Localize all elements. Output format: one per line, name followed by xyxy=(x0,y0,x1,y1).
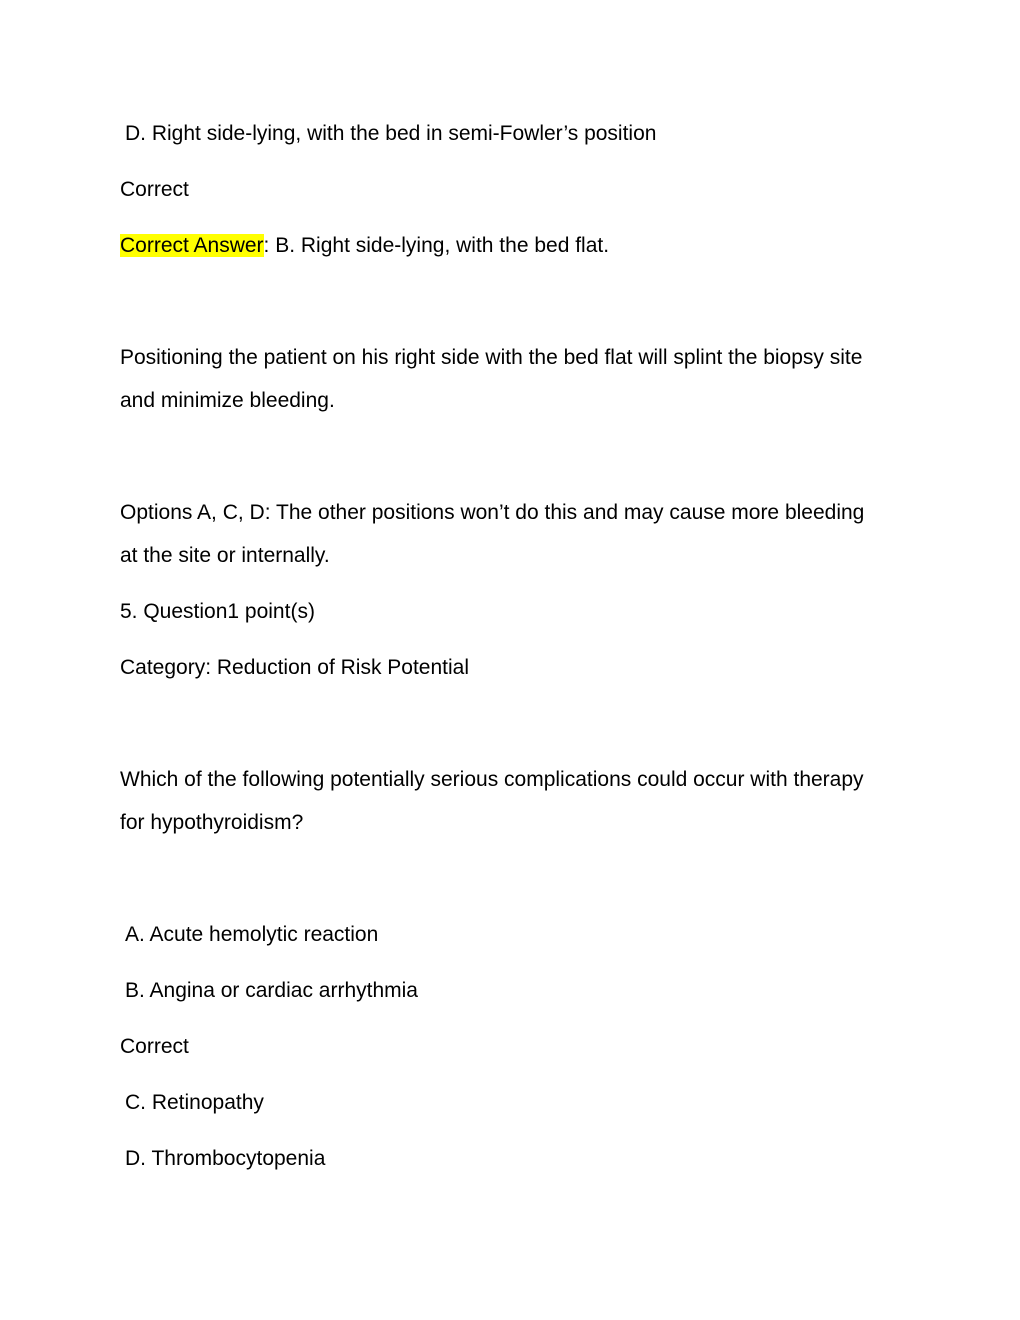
rationale-line-1: Positioning the patient on his right side with the bed flat will splint the biopsy site xyxy=(120,346,863,369)
rationale-line-2: and minimize bleeding. xyxy=(120,389,335,412)
correct-answer-line xyxy=(120,233,609,259)
option-a: A. Acute hemolytic reaction xyxy=(125,923,379,946)
status-correct: Correct xyxy=(120,1035,189,1058)
option-b: B. Angina or cardiac arrhythmia xyxy=(125,979,418,1002)
option-c: C. Retinopathy xyxy=(125,1091,264,1114)
options-explanation-line-2: at the site or internally. xyxy=(120,544,330,567)
question-stem-line-2: for hypothyroidism? xyxy=(120,811,304,834)
question-stem-line-1: Which of the following potentially serious complications could occur with therapy xyxy=(120,768,864,791)
status-correct-previous: Correct xyxy=(120,178,189,201)
option-d: D. Thrombocytopenia xyxy=(125,1147,326,1170)
question-header: 5. Question1 point(s) xyxy=(120,600,315,623)
correct-answer-label: Correct Answer xyxy=(120,234,264,257)
correct-answer-text: : B. Right side-lying, with the bed flat. xyxy=(263,234,610,257)
option-d-previous: D. Right side-lying, with the bed in semi-Fowler’s position xyxy=(125,122,657,145)
options-explanation-line-1: Options A, C, D: The other positions won’t do this and may cause more bleeding xyxy=(120,501,865,524)
question-category: Category: Reduction of Risk Potential xyxy=(120,656,470,679)
